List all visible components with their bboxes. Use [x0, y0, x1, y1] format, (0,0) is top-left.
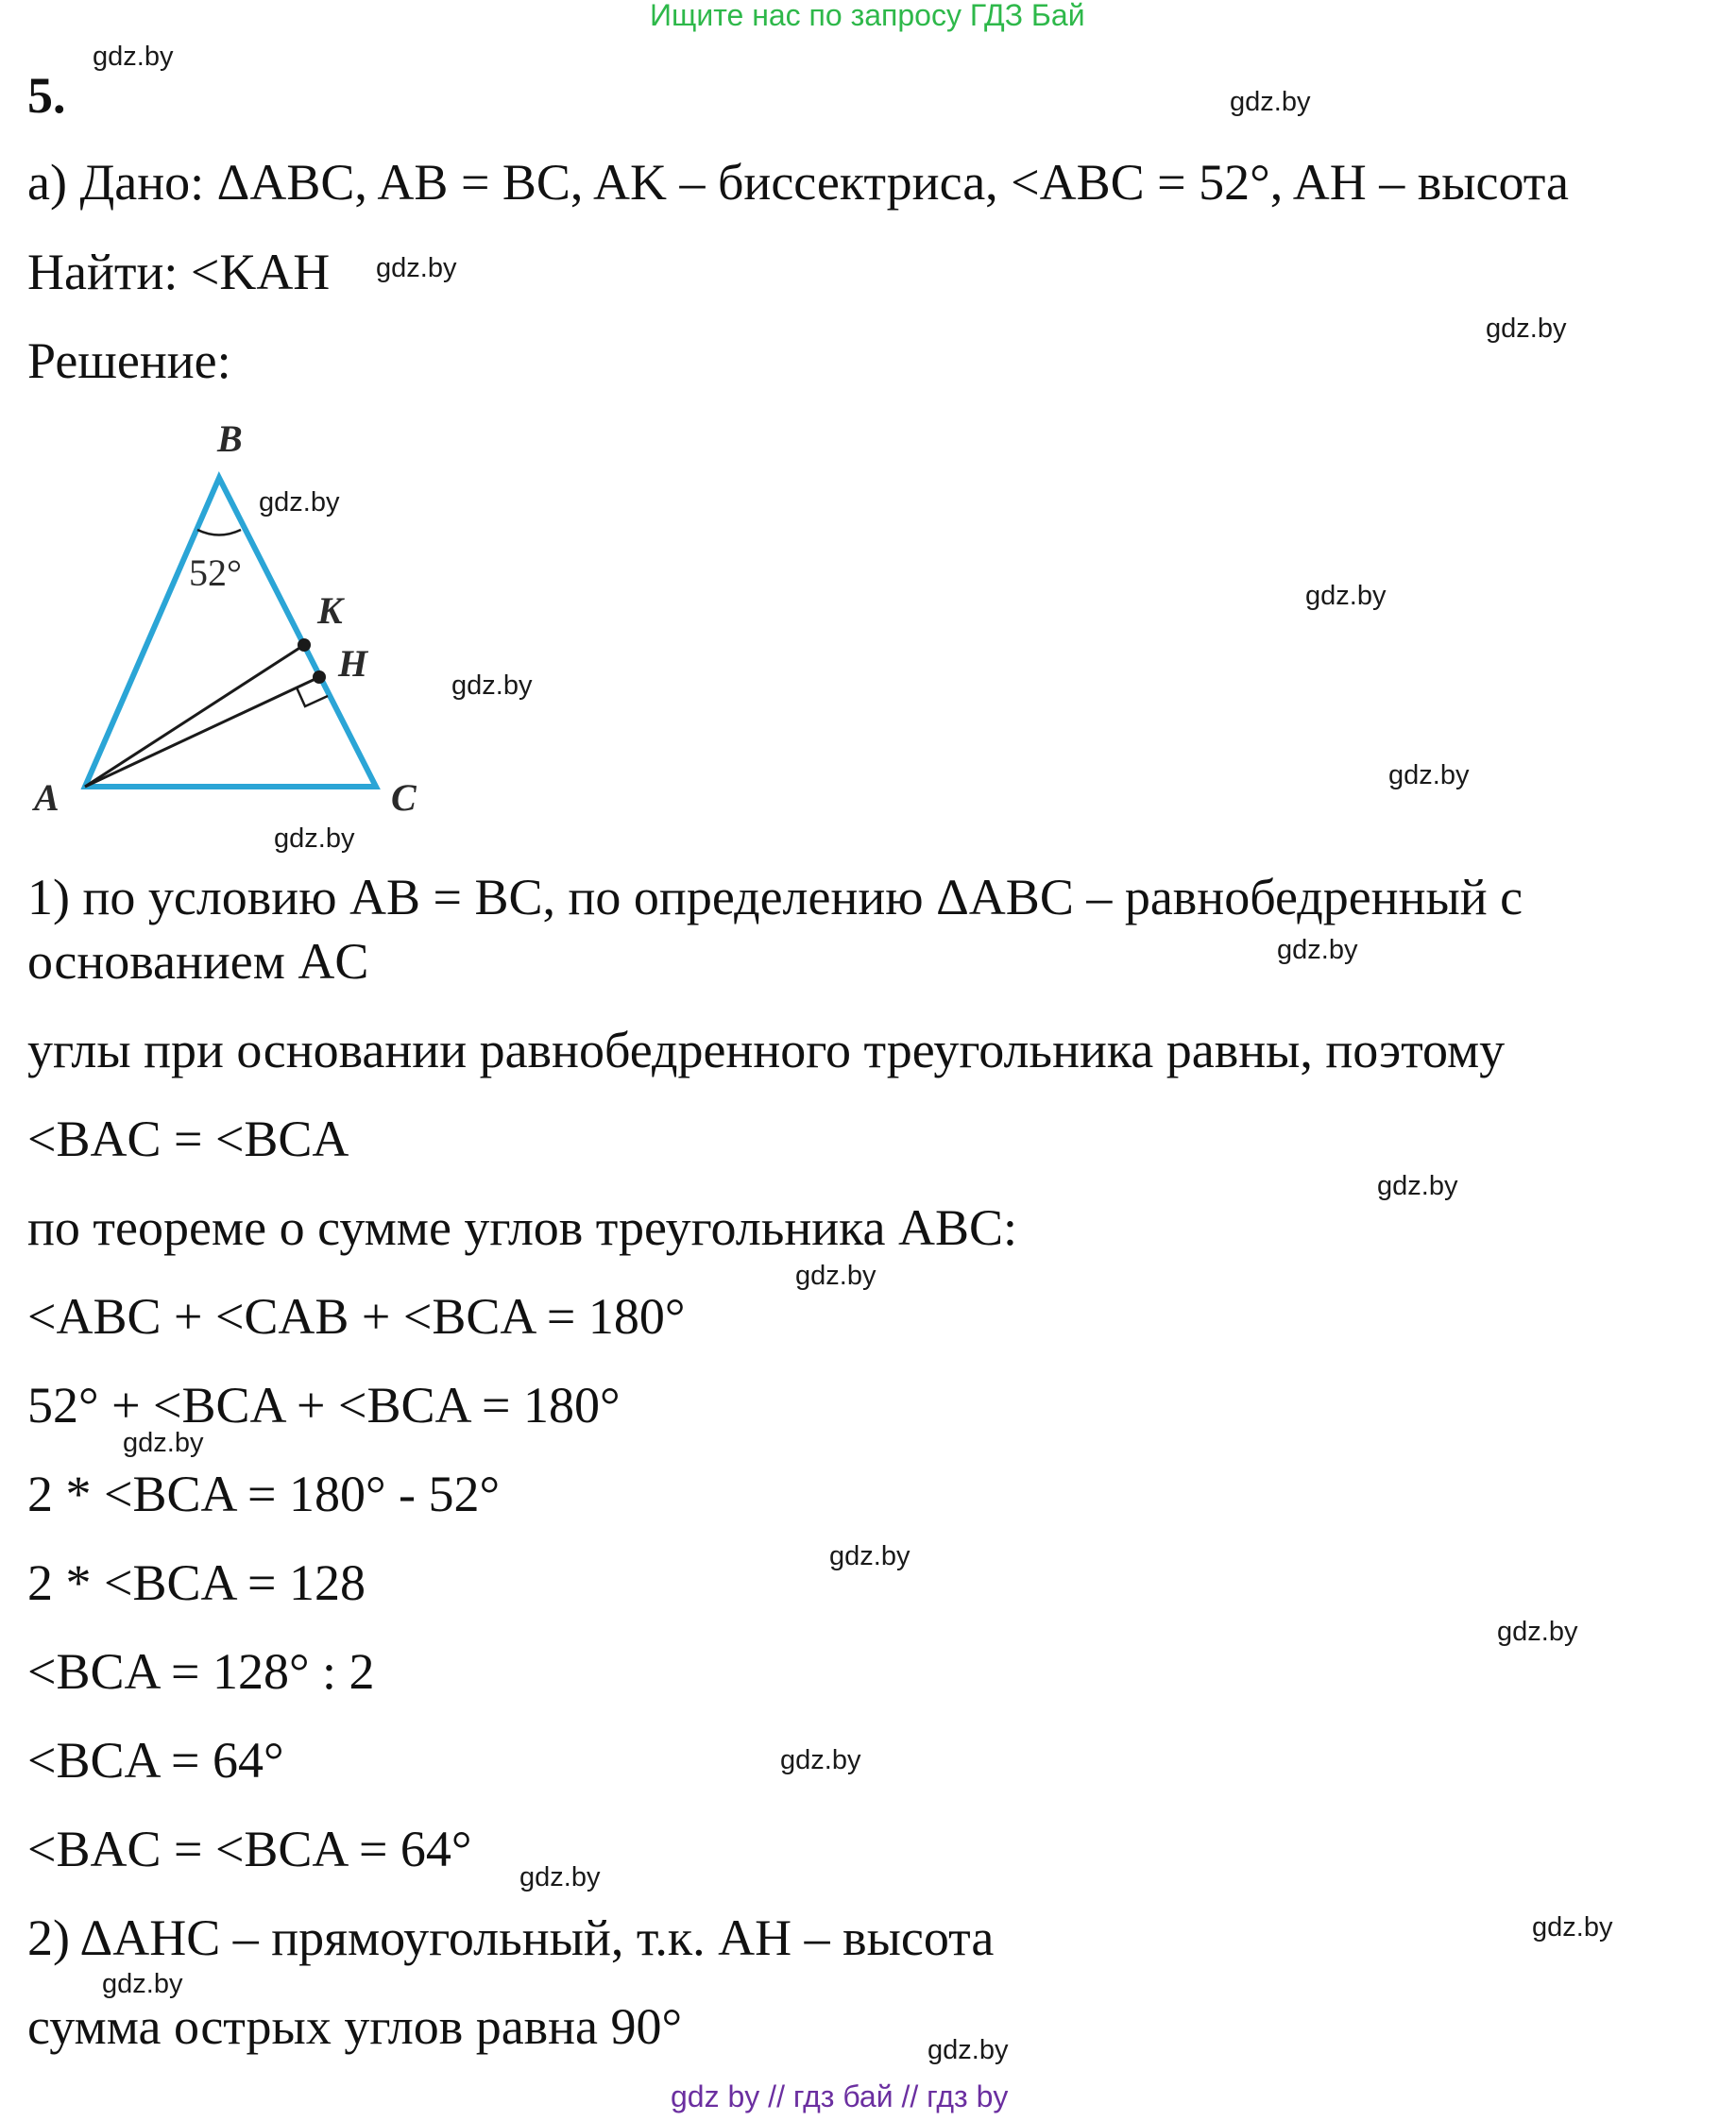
point-h: [313, 670, 326, 684]
watermark: gdz.by: [1377, 1171, 1458, 1201]
solution-line: основанием AC: [27, 933, 369, 990]
watermark: gdz.by: [780, 1745, 861, 1775]
label-h: H: [338, 642, 368, 685]
solution-line: 2) ΔAHC – прямоугольный, т.к. AH – высота: [27, 1909, 995, 1966]
solution-line: <BAC = <BCA: [27, 1111, 349, 1167]
watermark: gdz.by: [1388, 760, 1470, 790]
watermark: gdz.by: [1532, 1912, 1613, 1943]
angle-label: 52°: [189, 551, 242, 594]
watermark: gdz.by: [93, 42, 174, 72]
given-line: а) Дано: ΔABC, AB = BC, AK – биссектриса, <ABC = 52°, AH – высота: [27, 154, 1569, 211]
watermark: gdz.by: [1497, 1617, 1578, 1647]
watermark: gdz.by: [123, 1428, 204, 1458]
solution-line: <BAC = <BCA = 64°: [27, 1821, 472, 1877]
watermark: gdz.by: [1277, 935, 1358, 965]
watermark: gdz.by: [376, 253, 457, 283]
solution-line: сумма острых углов равна 90°: [27, 1998, 683, 2055]
watermark: gdz.by: [928, 2035, 1009, 2065]
watermark: gdz.by: [829, 1541, 911, 1571]
solution-line: по теореме о сумме углов треугольника ABC:: [27, 1199, 1018, 1256]
footer-links[interactable]: gdz by // гдз бай // гдз by: [671, 2079, 1009, 2113]
solution-line: углы при основании равнобедренного треугольника равны, поэтому: [27, 1022, 1506, 1078]
watermark: gdz.by: [519, 1862, 601, 1892]
watermark: gdz.by: [451, 670, 533, 701]
solution-label: Решение:: [27, 332, 231, 389]
label-k: K: [317, 589, 343, 632]
angle-arc-b: [197, 530, 241, 535]
solution-line: <BCA = 128° : 2: [27, 1643, 375, 1700]
solution-line: <ABC + <CAB + <BCA = 180°: [27, 1288, 686, 1345]
watermark: gdz.by: [259, 487, 340, 518]
label-a: A: [34, 776, 60, 819]
point-k: [298, 638, 311, 652]
watermark: gdz.by: [274, 823, 355, 854]
watermark: gdz.by: [795, 1261, 877, 1291]
triangle-figure: [19, 416, 453, 831]
top-banner: Ищите нас по запросу ГДЗ Бай: [650, 0, 1085, 32]
watermark: gdz.by: [1305, 581, 1387, 611]
solution-line: 2 * <BCA = 180° - 52°: [27, 1466, 501, 1522]
watermark: gdz.by: [1230, 87, 1311, 117]
right-angle-mark: [297, 687, 328, 706]
find-line: Найти: <KAH: [27, 244, 331, 300]
label-b: B: [217, 417, 243, 460]
label-c: C: [391, 776, 417, 819]
problem-number: 5.: [27, 67, 66, 124]
solution-line: 52° + <BCA + <BCA = 180°: [27, 1377, 621, 1434]
solution-line: 1) по условию AB = BC, по определению ΔABC – равнобедренный с: [27, 869, 1523, 925]
solution-line: 2 * <BCA = 128: [27, 1554, 366, 1611]
triangle-abc: [85, 478, 376, 787]
watermark: gdz.by: [1486, 314, 1567, 344]
watermark: gdz.by: [102, 1969, 183, 1999]
altitude-ah: [85, 677, 319, 787]
solution-line: <BCA = 64°: [27, 1732, 284, 1789]
